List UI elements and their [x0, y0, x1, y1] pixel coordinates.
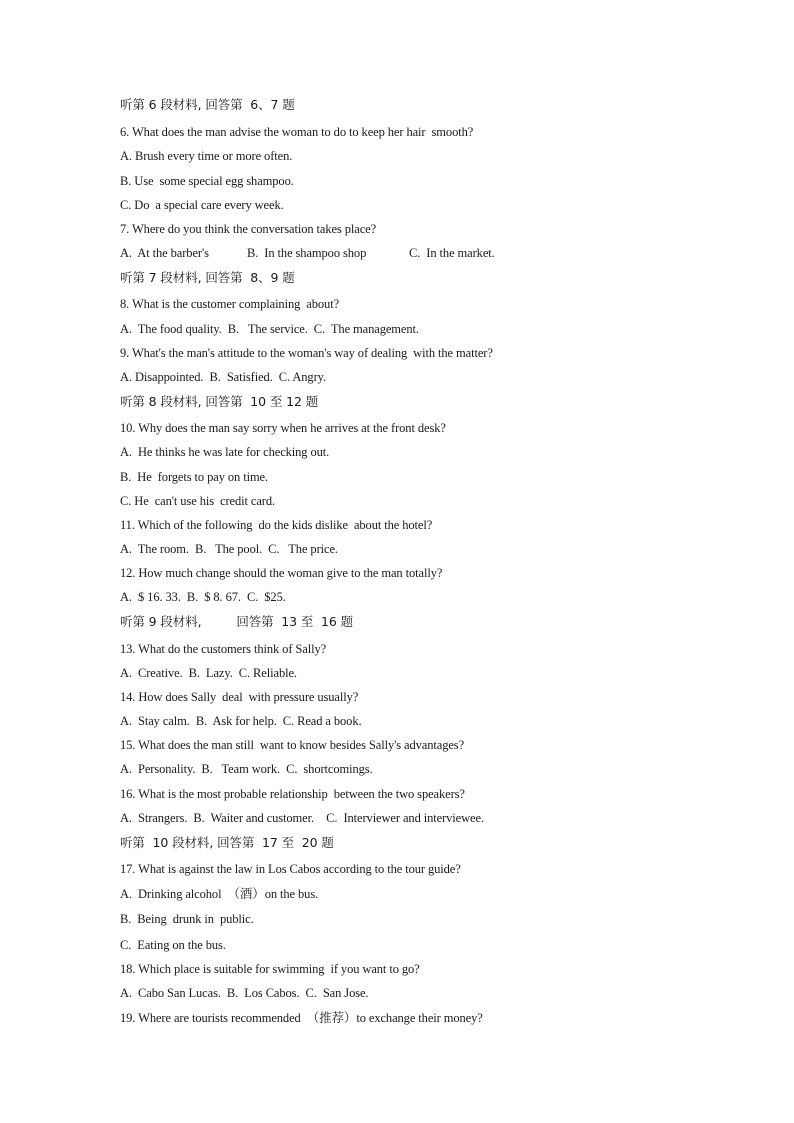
- answer-option-text: C. He can't use his credit card.: [120, 494, 276, 508]
- question-text: 11. Which of the following do the kids dislike about the hotel?: [120, 518, 433, 532]
- answer-options-row: [120, 245, 495, 261]
- answer-option-text: A. Disappointed. B. Satisfied. C. Angry.: [120, 370, 326, 384]
- answer-option-text: C. Do a special care every week.: [120, 198, 284, 212]
- answer-option-text: A. Drinking alcohol （酒）on the bus.: [120, 887, 319, 901]
- answer-option-a: A. At the barber's: [120, 246, 209, 260]
- answer-option-text: A. Creative. B. Lazy. C. Reliable.: [120, 666, 297, 680]
- answer-option-text: A. Cabo San Lucas. B. Los Cabos. C. San Jose.: [120, 986, 369, 1000]
- section-heading: 听第 9 段材料, 回答第 13 至 16 题: [120, 614, 353, 629]
- answer-option-text: A. The room. B. The pool. C. The price.: [120, 542, 338, 556]
- question-text: 10. Why does the man say sorry when he arrives at the front desk?: [120, 421, 446, 435]
- answer-option-c: C. In the market.: [409, 246, 495, 260]
- question-text: 18. Which place is suitable for swimming if you want to go?: [120, 962, 420, 976]
- answer-option-text: B. He forgets to pay on time.: [120, 470, 269, 484]
- answer-option-text: B. Being drunk in public.: [120, 912, 254, 926]
- question-text: 8. What is the customer complaining about?: [120, 297, 340, 311]
- question-text: 7. Where do you think the conversation takes place?: [120, 222, 377, 236]
- question-text: 12. How much change should the woman give to the man totally?: [120, 566, 443, 580]
- question-text: 19. Where are tourists recommended （推荐）to exchange their money?: [120, 1011, 483, 1025]
- question-text: 13. What do the customers think of Sally?: [120, 642, 327, 656]
- section-heading: 听第 6 段材料, 回答第 6、7 题: [120, 97, 295, 112]
- answer-option-text: A. He thinks he was late for checking out.: [120, 445, 330, 459]
- question-text: 9. What's the man's attitude to the woman's way of dealing with the matter?: [120, 346, 493, 360]
- answer-option-text: A. $ 16. 33. B. $ 8. 67. C. $25.: [120, 590, 286, 604]
- answer-option-text: B. Use some special egg shampoo.: [120, 174, 294, 188]
- answer-option-text: A. Strangers. B. Waiter and customer. C. Interviewer and interviewee.: [120, 811, 484, 825]
- question-text: 16. What is the most probable relationship between the two speakers?: [120, 787, 465, 801]
- question-text: 6. What does the man advise the woman to do to keep her hair smooth?: [120, 125, 474, 139]
- section-heading: 听第 7 段材料, 回答第 8、9 题: [120, 270, 295, 285]
- question-text: 17. What is against the law in Los Cabos according to the tour guide?: [120, 862, 461, 876]
- answer-option-text: A. Brush every time or more often.: [120, 149, 293, 163]
- answer-option-b: B. In the shampoo shop: [247, 246, 367, 260]
- answer-option-text: A. The food quality. B. The service. C. The management.: [120, 322, 419, 336]
- answer-option-text: C. Eating on the bus.: [120, 938, 226, 952]
- section-heading: 听第 8 段材料, 回答第 10 至 12 题: [120, 394, 319, 409]
- answer-option-text: A. Stay calm. B. Ask for help. C. Read a book.: [120, 714, 362, 728]
- question-text: 15. What does the man still want to know besides Sally's advantages?: [120, 738, 465, 752]
- section-heading: 听第 10 段材料, 回答第 17 至 20 题: [120, 835, 334, 850]
- question-text: 14. How does Sally deal with pressure usually?: [120, 690, 359, 704]
- answer-option-text: A. Personality. B. Team work. C. shortcomings.: [120, 762, 373, 776]
